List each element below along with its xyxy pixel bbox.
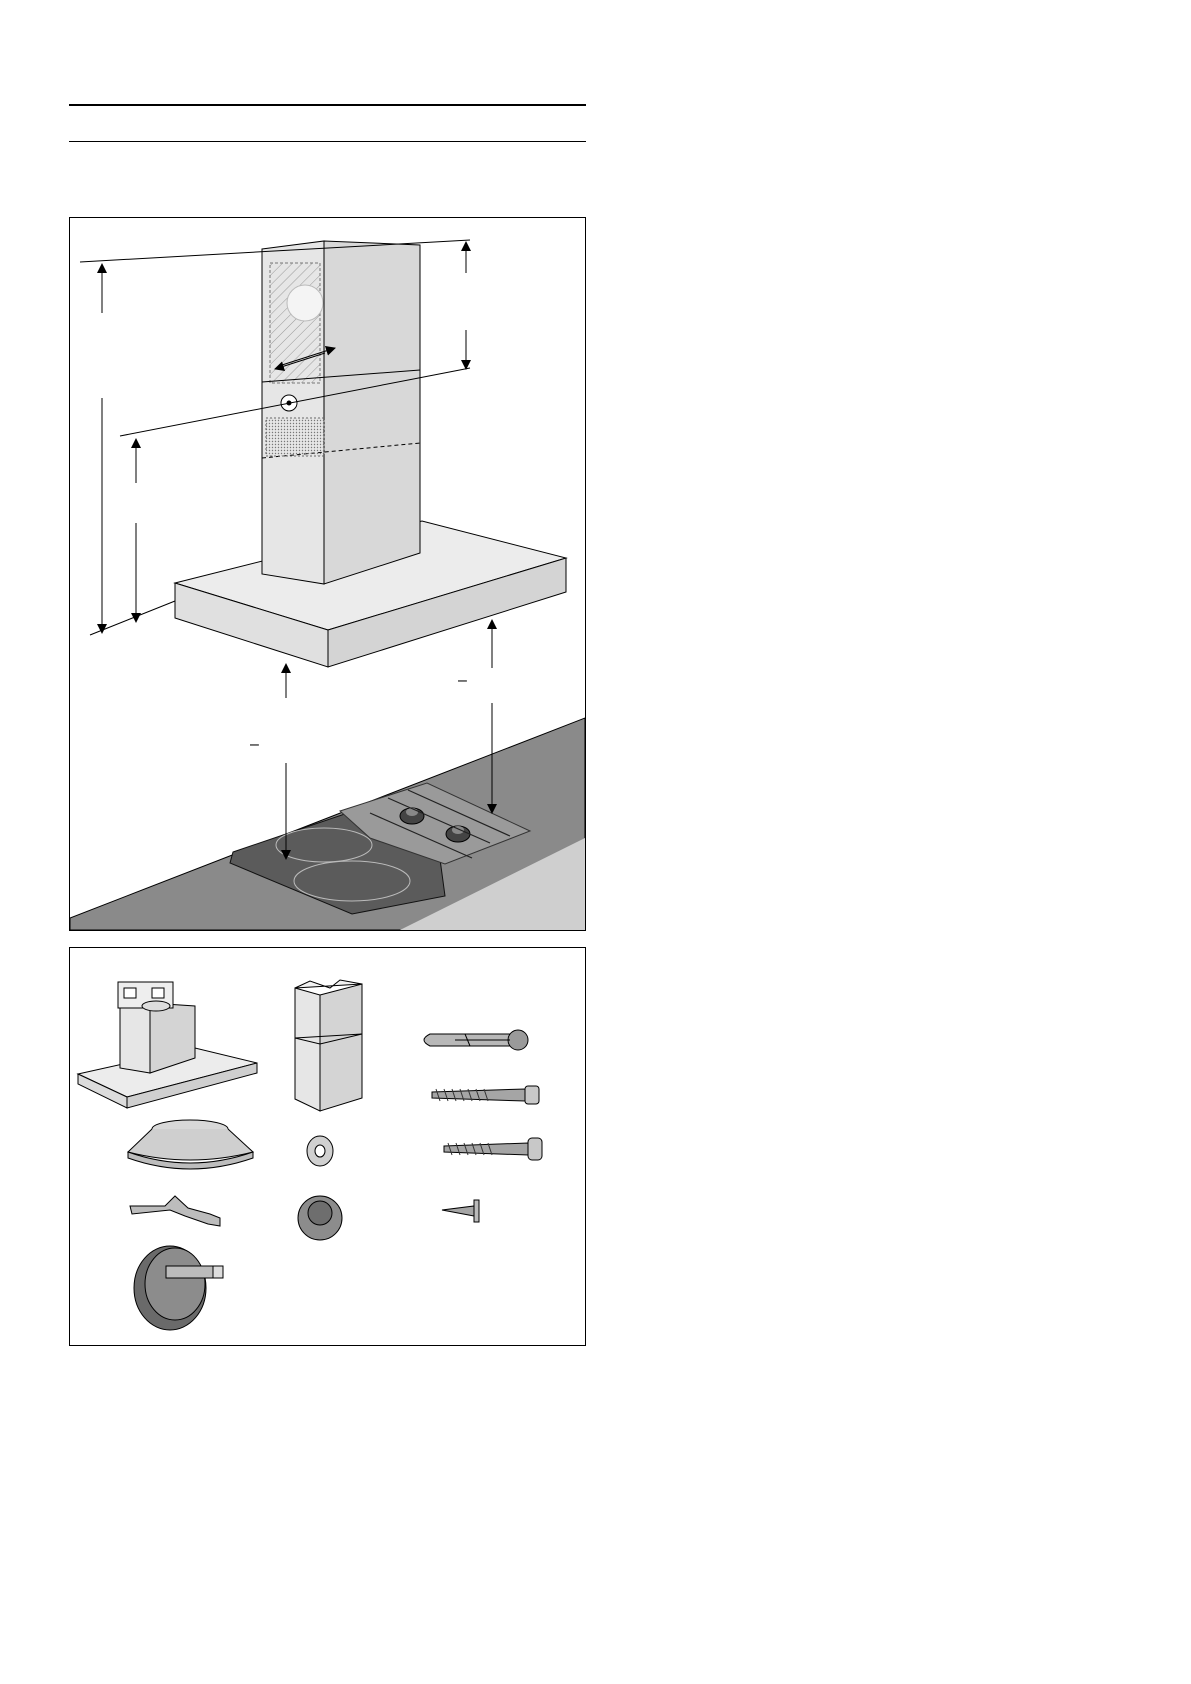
backflow-flap-icon [134,1246,223,1330]
washer-icon [307,1136,333,1166]
dimension-mark-right: – [458,672,467,689]
gas-burner-1 [400,808,424,824]
dimension-mark-left: – [250,736,259,753]
knob-icon [298,1196,342,1240]
installation-dimensions-figure [69,217,586,931]
chimney [262,241,420,584]
bracket-icon [130,1196,220,1226]
parts-overview-figure [69,947,586,1346]
range-hood-icon [78,982,257,1108]
screw-icon [432,1086,539,1104]
header-rule-top [69,104,586,106]
small-screw-icon [442,1200,479,1222]
adapter-ring-icon [128,1120,253,1169]
screw-icon-2 [444,1138,542,1160]
header-rule-bottom [69,141,586,142]
wall-plug-icon [424,1030,528,1050]
chimney-cover-icon [295,980,362,1111]
